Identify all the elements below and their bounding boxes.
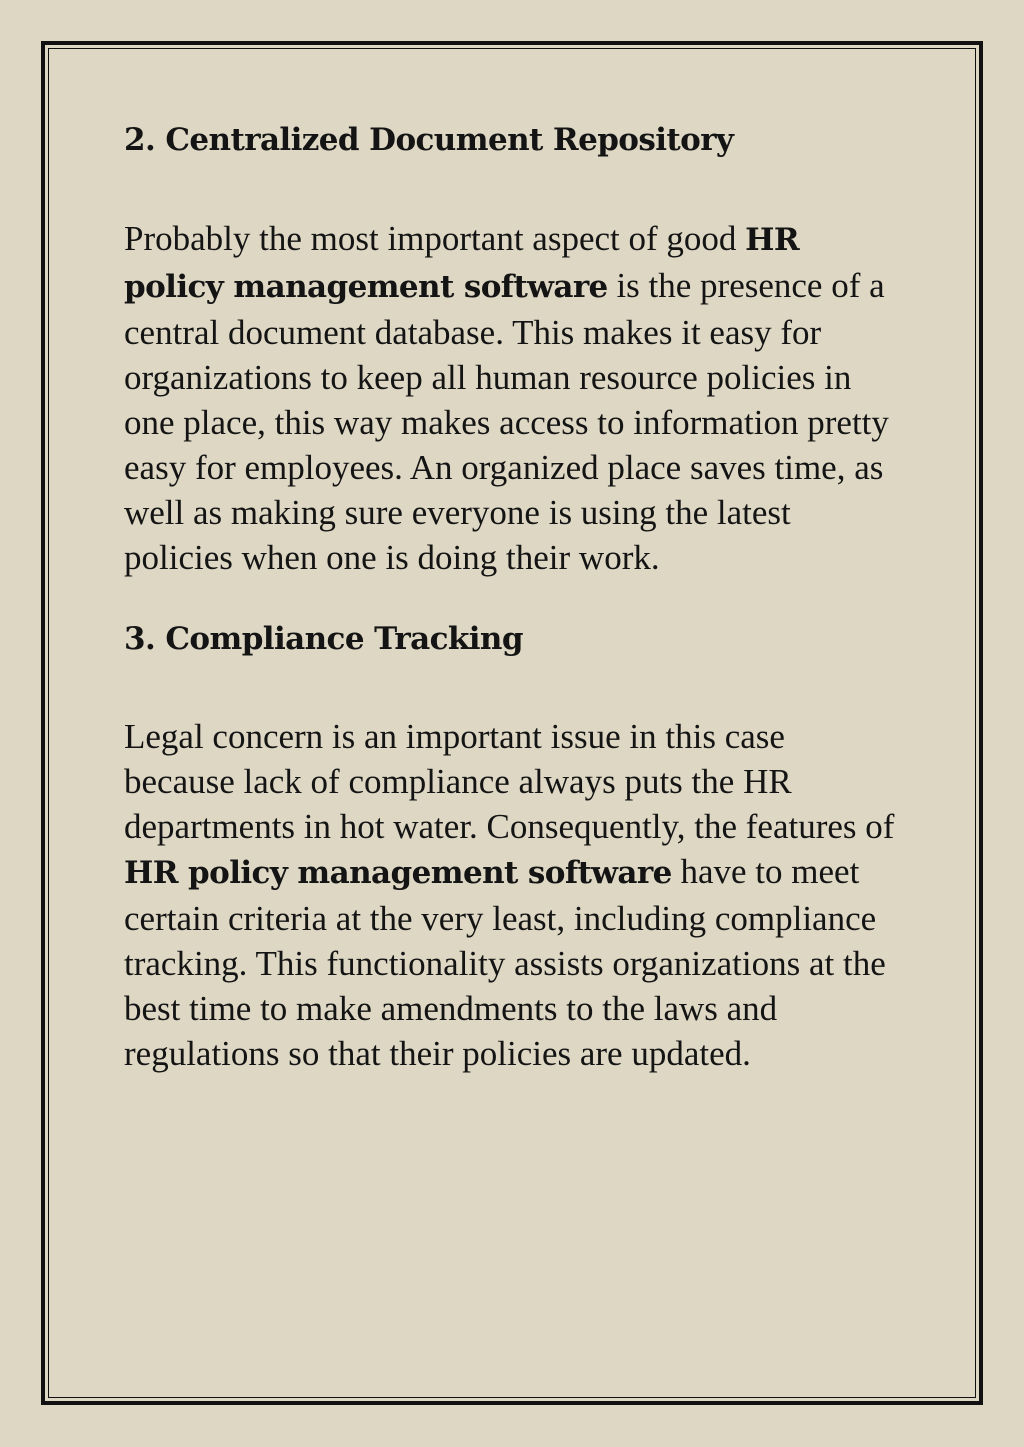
section-2-heading: 2. Centralized Document Repository — [124, 122, 734, 158]
document-body — [124, 118, 904, 1076]
section-3-text-part1: Legal concern is an important issue in this case because lack of compliance always puts the HR departments in hot water. Consequently, the features of — [124, 717, 895, 846]
section-3-bold-keyword: HR policy management software — [124, 855, 672, 891]
section-2-text-part2: is the presence of a central document database. This makes it easy for organizations to keep all human resource policies in one place, this way makes access to information pretty easy for employees. An organized place saves time, as well as making sure everyone is using the latest policies when one is doing their work. — [124, 266, 889, 577]
section-2-paragraph — [124, 216, 904, 580]
section-3-paragraph — [124, 714, 904, 1076]
section-2-bold-keyword: HR policy management software — [124, 222, 800, 305]
section-2-text-part1: Probably the most important aspect of good — [124, 219, 746, 258]
section-3-text-part2: have to meet certain criteria at the very least, including compliance tracking. This functionality assists organizations at the best time to make amendments to the laws and regulations so that their policies are updated. — [124, 852, 886, 1073]
section-3-heading: 3. Compliance Tracking — [124, 621, 523, 657]
